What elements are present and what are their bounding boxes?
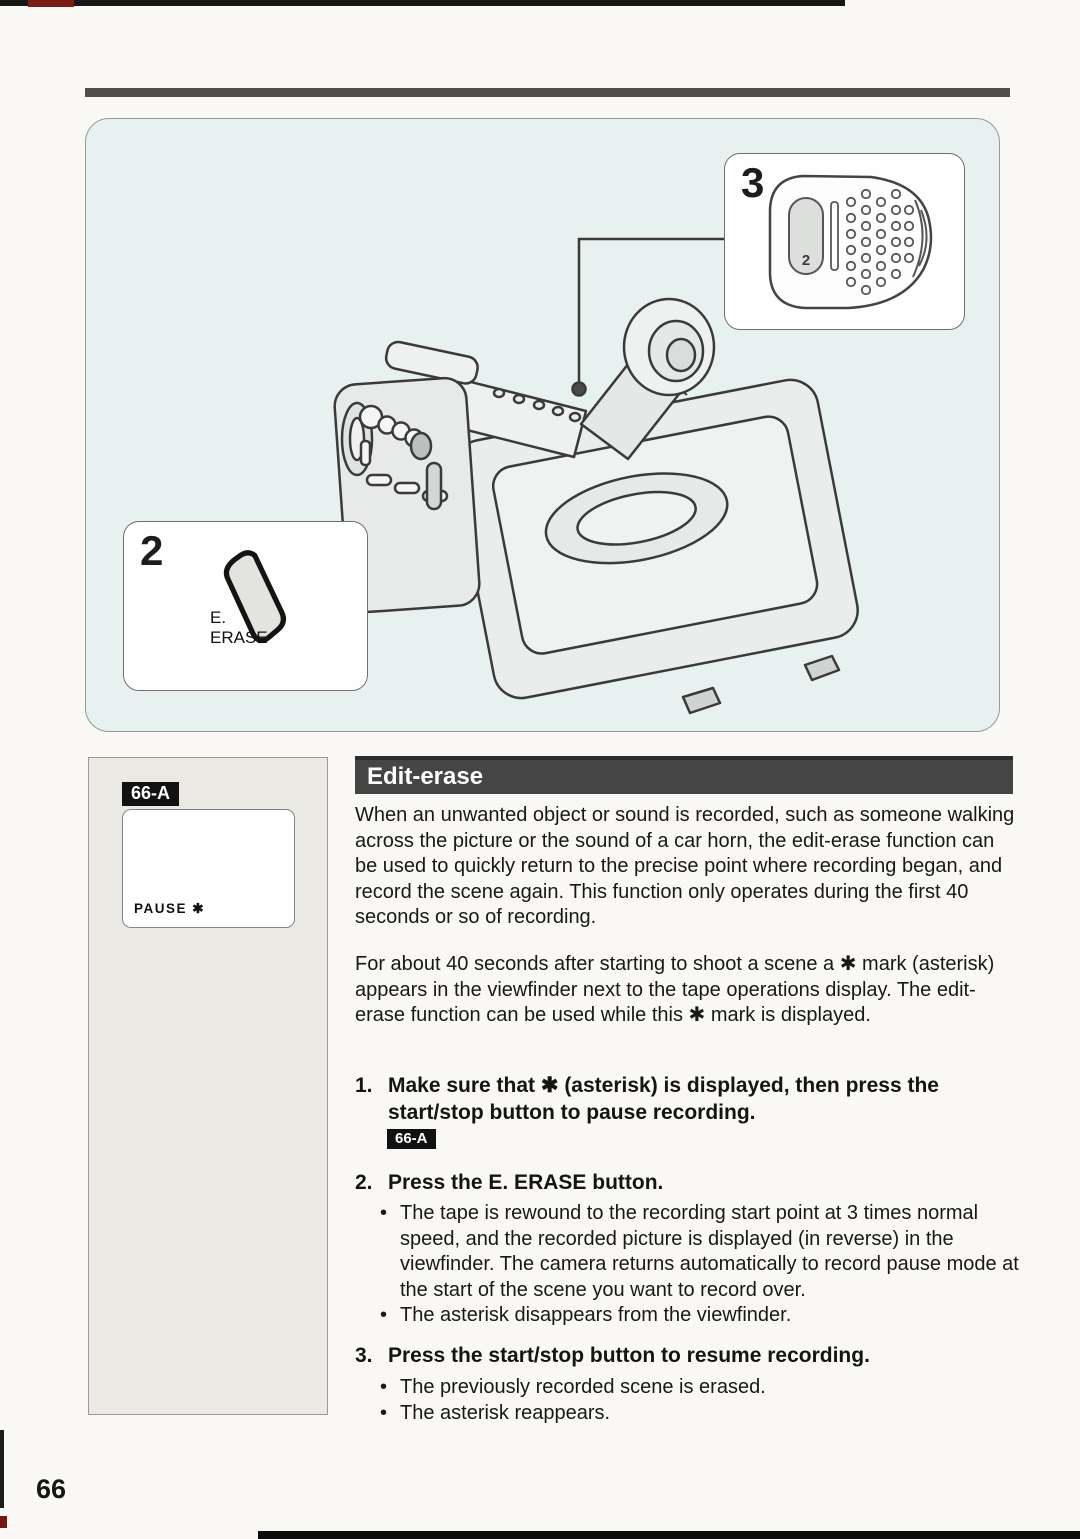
step-2-title: Press the E. ERASE button. — [388, 1171, 664, 1194]
asterisk-note-paragraph: For about 40 seconds after starting to shoot a scene a ✱ mark (asterisk) appears in the viewfinder next to the tape operations display. The edit-erase function can be used while this ✱ mark is displayed. — [355, 953, 995, 1026]
step-2-bullets — [378, 1201, 1026, 1329]
figure-panel — [85, 118, 1000, 732]
top-edge-red-mark — [28, 0, 74, 7]
top-edge-rule — [0, 0, 845, 6]
bullet-item: • The asterisk reappears. — [378, 1401, 1026, 1427]
callout-box-3 — [724, 153, 965, 330]
e-erase-caption: E. ERASE — [210, 608, 268, 647]
speaker-panel-illustration — [753, 162, 963, 322]
step-3 — [355, 1343, 1015, 1370]
viewfinder-screen — [122, 809, 295, 928]
left-edge-scan-artifact — [0, 1430, 4, 1508]
step-3-number: 3. — [355, 1344, 373, 1367]
page-number: 66 — [36, 1474, 67, 1504]
viewfinder-sidebar — [88, 757, 328, 1415]
camcorder-illustration — [331, 289, 931, 729]
intro-paragraph: When an unwanted object or sound is recorded, such as someone walking across the picture or the sound of a car horn, the edit-erase function can be used to quickly return to the precise point where recording began, and record the scene again. This function only operates during the first 40 seconds or so of recording. — [355, 804, 1015, 928]
reference-badge-66a: 66-A — [122, 782, 179, 806]
step-2 — [355, 1170, 1015, 1197]
step-3-title: Press the start/stop button to resume recording. — [388, 1344, 870, 1367]
callout-3-number: 3 — [741, 159, 765, 206]
bullet-item: • The previously recorded scene is erased. — [378, 1375, 1026, 1401]
section-divider-rule — [85, 88, 1010, 97]
bullet-item: • The asterisk disappears from the viewfinder. — [378, 1303, 1026, 1329]
step-3-bullets — [378, 1375, 1026, 1426]
step-1-reference-badge: 66-A — [387, 1129, 436, 1149]
callout-box-2 — [123, 521, 368, 691]
step-1-number: 1. — [355, 1074, 373, 1097]
section-title: Edit-erase — [367, 763, 484, 790]
callout-2-number: 2 — [140, 527, 164, 574]
section-header-bar — [355, 756, 1013, 794]
viewfinder-status-text: PAUSE ✱ — [134, 901, 206, 916]
bottom-edge-rule — [258, 1531, 1080, 1539]
panel-button-2-label: 2 — [801, 252, 811, 269]
step-2-number: 2. — [355, 1171, 373, 1194]
step-1 — [355, 1073, 1015, 1126]
left-edge-red-mark — [0, 1516, 7, 1528]
bullet-item: • The tape is rewound to the recording start point at 3 times normal speed, and the recorded picture is displayed (in reverse) in the viewfinder. The camera returns automatically to record pause mode at the start of the scene you want to record over. — [378, 1201, 1026, 1303]
step-1-title: Make sure that ✱ (asterisk) is displayed, then press the start/stop button to pause recording. — [388, 1074, 939, 1124]
